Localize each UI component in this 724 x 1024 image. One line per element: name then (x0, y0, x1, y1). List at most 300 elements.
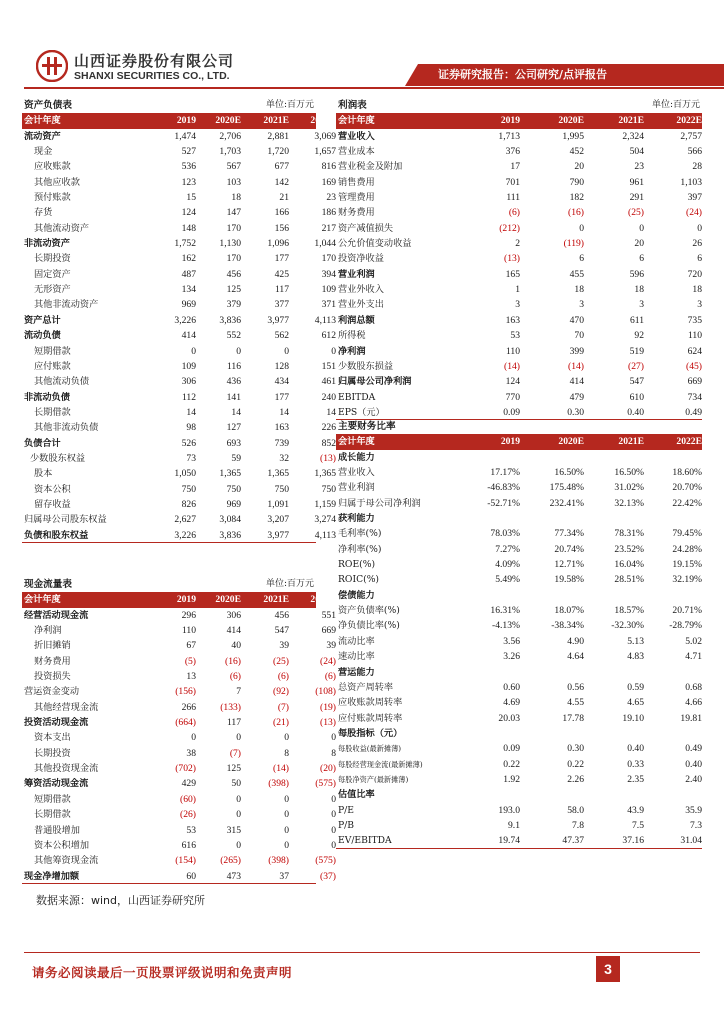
row-value: 0.40 (685, 758, 702, 770)
row-label: 财务费用 (338, 207, 375, 219)
row-label: 短期借款 (34, 793, 71, 805)
row-value: 19.58% (554, 574, 584, 586)
row-value: 669 (687, 376, 702, 388)
row-value: 610 (629, 391, 644, 403)
row-label: 其他应收款 (34, 176, 80, 188)
row-value: (25) (628, 207, 644, 219)
row-value: 376 (505, 146, 520, 158)
row-value: (398) (268, 778, 289, 790)
row-value: 32 (279, 452, 289, 464)
row-value: 0 (639, 222, 644, 234)
row-value: 1 (515, 284, 520, 296)
row-value: 2,706 (219, 130, 241, 142)
row-value: 3,836 (219, 529, 241, 541)
row-value: 232.41% (549, 497, 584, 509)
row-label: 其他流动资产 (34, 222, 90, 234)
row-value: 0.49 (685, 743, 702, 755)
table-row (336, 405, 702, 420)
table-row (22, 807, 336, 822)
row-value: 151 (321, 360, 336, 372)
row-value: 455 (569, 268, 584, 280)
row-label: 管理费用 (338, 192, 375, 204)
row-value: 14 (231, 406, 241, 418)
table-unit: 单位:百万元 (651, 100, 700, 110)
row-value: 4.09% (495, 559, 520, 571)
header-cell-year: 2020E (215, 594, 241, 606)
row-label: 留存收益 (34, 498, 71, 510)
table-row (336, 129, 702, 144)
row-label: 少数股东权益 (30, 452, 86, 464)
row-value: (7) (229, 747, 241, 759)
row-label: 每股收益(最新摊薄) (338, 744, 402, 754)
row-value: 166 (274, 207, 289, 219)
row-value: 547 (629, 376, 644, 388)
row-label: 营业外支出 (338, 299, 384, 311)
row-label: 营业利润 (338, 482, 375, 494)
row-value: 40 (231, 640, 241, 652)
table-unit: 单位:百万元 (265, 579, 314, 589)
row-value: 1,096 (267, 238, 289, 250)
row-value: 109 (321, 284, 336, 296)
row-value: 23 (326, 192, 336, 204)
row-value: 2,757 (680, 130, 702, 142)
row-label: 归属于母公司净利润 (338, 497, 421, 509)
table-row (22, 129, 336, 144)
row-label: 毛利率(%) (338, 528, 382, 540)
row-label: 获利能力 (338, 513, 375, 525)
header-cell-year: 2022E (676, 115, 702, 127)
row-label: 所得税 (338, 330, 366, 342)
table-row (22, 282, 336, 297)
table-row (22, 451, 336, 466)
row-label: 资本公积 (34, 483, 71, 495)
table-row (22, 297, 336, 312)
row-value: 78.03% (490, 528, 520, 540)
table-row (22, 497, 336, 512)
data-source-note: 数据来源：wind，山西证券研究所 (36, 894, 206, 907)
row-value: 13 (186, 671, 196, 683)
header-cell-year: 2019 (176, 115, 196, 127)
row-value: 39 (326, 640, 336, 652)
row-value: 6 (639, 253, 644, 265)
row-value: 3,207 (267, 514, 289, 526)
row-value: 379 (226, 299, 241, 311)
header-cell-year: 2019 (176, 594, 196, 606)
table-row (336, 159, 702, 174)
row-value: 770 (505, 391, 520, 403)
header-cell-year: 2021E (263, 115, 289, 127)
row-value: 70 (574, 330, 584, 342)
row-value: 50 (231, 778, 241, 790)
row-value: 750 (274, 483, 289, 495)
row-value: (6) (324, 671, 336, 683)
table-header-row (336, 113, 702, 128)
table-row (22, 328, 336, 343)
row-value: 1,044 (314, 238, 336, 250)
row-value: 170 (321, 253, 336, 265)
row-label: 无形资产 (34, 284, 71, 296)
table-header-row (22, 113, 336, 128)
row-value: 26 (692, 238, 702, 250)
row-label: 归属母公司净利润 (338, 376, 412, 388)
row-value: 0.56 (567, 681, 584, 693)
row-label: 营业外收入 (338, 284, 384, 296)
row-value: 720 (687, 268, 702, 280)
row-value: (26) (180, 809, 196, 821)
header-cell-label: 会计年度 (338, 115, 375, 127)
table-row (336, 680, 702, 695)
row-value: 434 (274, 376, 289, 388)
row-value: 18 (574, 284, 584, 296)
row-value: 18 (634, 284, 644, 296)
row-label: ROE(%) (338, 559, 376, 571)
row-value: (20) (320, 763, 336, 775)
row-value: 177 (274, 253, 289, 265)
row-value: 163 (505, 314, 520, 326)
row-label: 长期借款 (34, 406, 71, 418)
table-row (22, 436, 336, 451)
row-label: 营业成本 (338, 146, 375, 158)
header-cell-year: 2019 (500, 436, 520, 448)
table-row (336, 267, 702, 282)
row-value: 117 (226, 717, 241, 729)
table-row (22, 390, 336, 405)
row-value: 397 (687, 192, 702, 204)
row-value: 0.30 (567, 743, 584, 755)
row-value: 0.59 (627, 681, 644, 693)
row-value: 0 (331, 732, 336, 744)
header-cell-year: 2019 (500, 115, 520, 127)
row-value: (119) (563, 238, 584, 250)
row-value: 8 (331, 747, 336, 759)
row-value: 226 (321, 422, 336, 434)
row-value: (16) (568, 207, 584, 219)
row-value: 0 (236, 793, 241, 805)
row-label: 其他投资现金流 (34, 763, 99, 775)
header-cell-label: 会计年度 (338, 436, 375, 448)
table-row (22, 608, 336, 623)
row-value: 20.70% (672, 482, 702, 494)
row-value: 58.0 (567, 804, 584, 816)
row-value: 414 (226, 625, 241, 637)
table-row (336, 634, 702, 649)
row-value: 461 (321, 376, 336, 388)
row-value: 109 (181, 360, 196, 372)
row-value: 399 (569, 345, 584, 357)
cashflow-table (22, 577, 336, 884)
row-value: 170 (226, 222, 241, 234)
row-value: 16.04% (614, 559, 644, 571)
row-value: 519 (629, 345, 644, 357)
row-value: 0 (284, 793, 289, 805)
row-value: 3 (515, 299, 520, 311)
row-value: 527 (181, 146, 196, 158)
table-row (336, 618, 702, 633)
row-value: 240 (321, 391, 336, 403)
row-value: (154) (175, 855, 196, 867)
row-label: 长期投资 (34, 253, 71, 265)
row-value: 20 (634, 238, 644, 250)
row-value: 961 (629, 176, 644, 188)
row-label: 现金净增加额 (24, 870, 80, 882)
row-label: 营业收入 (338, 130, 375, 142)
row-value: 38 (186, 747, 196, 759)
row-value: (265) (220, 855, 241, 867)
row-label: 其他筹资现金流 (34, 855, 99, 867)
row-label: 净利润 (338, 345, 366, 357)
table-row (336, 282, 702, 297)
row-value: 4,113 (314, 314, 336, 326)
row-label: 负债和股东权益 (24, 529, 89, 541)
row-value: 14 (279, 406, 289, 418)
row-value: 14 (186, 406, 196, 418)
row-value: 7.27% (495, 543, 520, 555)
row-value: 0 (331, 824, 336, 836)
table-row (22, 267, 336, 282)
row-label: 其他非流动资产 (34, 299, 99, 311)
row-value: 4.65 (627, 697, 644, 709)
header-cell-year: 2021E (618, 436, 644, 448)
income-statement-table (336, 98, 702, 420)
row-value: (14) (568, 360, 584, 372)
row-label: 资产负债率(%) (338, 605, 400, 617)
row-value: 0.68 (685, 681, 702, 693)
row-value: 134 (181, 284, 196, 296)
row-value: 0 (236, 839, 241, 851)
header-cell-label: 会计年度 (24, 115, 61, 127)
row-value: 693 (226, 437, 241, 449)
row-value: 0.09 (503, 743, 520, 755)
row-value: 28.51% (614, 574, 644, 586)
table-row (22, 654, 336, 669)
row-value: 103 (226, 176, 241, 188)
row-label: 应收账款 (34, 161, 71, 173)
row-label: 普通股增加 (34, 824, 80, 836)
row-value: -4.13% (492, 620, 520, 632)
row-value: 156 (274, 222, 289, 234)
row-label: 投资活动现金流 (24, 717, 89, 729)
row-label: 非流动负债 (24, 391, 70, 403)
row-value: (27) (628, 360, 644, 372)
header-cell-year: 2020E (558, 436, 584, 448)
row-value: 551 (321, 609, 336, 621)
row-value: 3.26 (503, 651, 520, 663)
row-value: -38.34% (551, 620, 584, 632)
row-value: 552 (226, 330, 241, 342)
row-value: 616 (181, 839, 196, 851)
table-row (22, 405, 336, 420)
row-value: 170 (226, 253, 241, 265)
row-value: 18 (692, 284, 702, 296)
table-row (22, 761, 336, 776)
row-label: 长期投资 (34, 747, 71, 759)
row-value: 0 (236, 809, 241, 821)
row-value: 826 (181, 498, 196, 510)
header-cell-year: 2022E (310, 115, 336, 127)
row-value: 1,365 (219, 468, 241, 480)
table-row (336, 787, 702, 802)
row-value: 4.90 (567, 635, 584, 647)
header-cell-year: 2020E (558, 115, 584, 127)
row-value: 0.30 (567, 406, 584, 418)
row-value: 3,084 (219, 514, 241, 526)
footer-divider (24, 952, 700, 953)
row-value: 414 (569, 376, 584, 388)
row-label: 经营活动现金流 (24, 609, 89, 621)
table-row (22, 528, 336, 543)
table-row (336, 374, 702, 389)
table-row (22, 669, 336, 684)
row-value: (14) (504, 360, 520, 372)
row-value: 148 (181, 222, 196, 234)
row-label: 每股经营现金流(最新摊薄) (338, 759, 423, 769)
row-value: (108) (315, 686, 336, 698)
row-label: 资本支出 (34, 732, 71, 744)
row-label: 流动负债 (24, 330, 61, 342)
row-value: 0.33 (627, 758, 644, 770)
table-row (22, 638, 336, 653)
row-value: 1,474 (174, 130, 196, 142)
header-cell-label: 会计年度 (24, 594, 61, 606)
row-label: 应收账款周转率 (338, 697, 403, 709)
row-value: 1,752 (174, 238, 196, 250)
row-value: 816 (321, 161, 336, 173)
table-row (336, 572, 702, 587)
row-value: 32.19% (672, 574, 702, 586)
row-value: -32.30% (611, 620, 644, 632)
row-value: 3 (579, 299, 584, 311)
row-value: (664) (175, 717, 196, 729)
row-value: 7.3 (690, 819, 702, 831)
row-label: 每股净资产(最新摊薄) (338, 774, 409, 784)
row-label: 营业利润 (338, 268, 375, 280)
row-value: 165 (505, 268, 520, 280)
row-value: 175.48% (549, 482, 584, 494)
row-label: 总资产周转率 (338, 681, 394, 693)
row-value: (92) (273, 686, 289, 698)
row-label: 营业收入 (338, 467, 375, 479)
row-value: 596 (629, 268, 644, 280)
row-value: 473 (226, 870, 241, 882)
table-row (336, 542, 702, 557)
report-band-notch (405, 64, 418, 86)
row-value: 3,226 (174, 314, 196, 326)
table-row (336, 526, 702, 541)
row-value: 182 (569, 192, 584, 204)
row-value: 125 (226, 284, 241, 296)
row-value: 306 (226, 609, 241, 621)
row-value: 526 (181, 437, 196, 449)
row-value: 7 (236, 686, 241, 698)
row-value: 429 (181, 778, 196, 790)
row-value: 98 (186, 422, 196, 434)
row-value: 701 (505, 176, 520, 188)
row-value: 19.15% (672, 559, 702, 571)
table-row (22, 823, 336, 838)
row-value: (7) (277, 701, 289, 713)
row-label: 估值比率 (338, 789, 375, 801)
row-value: 16.50% (554, 467, 584, 479)
row-value: 1,103 (680, 176, 702, 188)
row-label: 营业税金及附加 (338, 161, 403, 173)
row-label: 净利率(%) (338, 543, 382, 555)
row-value: 3,977 (267, 529, 289, 541)
table-row (336, 297, 702, 312)
financial-ratios-table (336, 419, 702, 849)
report-type-band: 证券研究报告：公司研究/点评报告 (418, 64, 724, 86)
header-cell-year: 2021E (263, 594, 289, 606)
table-title-row (22, 577, 316, 592)
row-value: 750 (321, 483, 336, 495)
row-value: 3,274 (314, 514, 336, 526)
table-title: 主要财务比率 (338, 421, 396, 432)
row-value: 117 (274, 284, 289, 296)
row-value: 217 (321, 222, 336, 234)
row-value: -52.71% (487, 497, 520, 509)
row-value: 414 (181, 330, 196, 342)
table-row (336, 480, 702, 495)
row-label: 其他非流动负债 (34, 422, 99, 434)
row-value: 4.69 (503, 697, 520, 709)
row-value: 969 (181, 299, 196, 311)
row-value: 739 (274, 437, 289, 449)
row-value: (13) (504, 253, 520, 265)
row-value: 24.28% (672, 543, 702, 555)
row-value: 750 (181, 483, 196, 495)
row-value: 37 (279, 870, 289, 882)
row-value: 2,324 (622, 130, 644, 142)
row-value: 0 (284, 839, 289, 851)
row-value: (21) (273, 717, 289, 729)
row-value: 504 (629, 146, 644, 158)
row-label: 筹资活动现金流 (24, 778, 89, 790)
row-value: 19.10 (622, 712, 644, 724)
row-value: (702) (175, 763, 196, 775)
row-value: 16.50% (614, 467, 644, 479)
row-value: 17.78 (562, 712, 584, 724)
disclaimer-note: 请务必阅读最后一页股票评级说明和免责声明 (32, 965, 293, 980)
row-value: 125 (226, 763, 241, 775)
row-value: 111 (506, 192, 520, 204)
row-value: 112 (181, 391, 196, 403)
row-value: (16) (225, 655, 241, 667)
row-label: 长期借款 (34, 809, 71, 821)
row-value: 20.03 (498, 712, 520, 724)
table-row (336, 741, 702, 756)
row-value: 2,881 (267, 130, 289, 142)
row-value: 0.22 (503, 758, 520, 770)
row-value: 4.55 (567, 697, 584, 709)
row-value: 291 (629, 192, 644, 204)
row-value: 169 (321, 176, 336, 188)
table-row (336, 757, 702, 772)
table-row (336, 557, 702, 572)
row-label: 其他流动负债 (34, 376, 90, 388)
row-value: 127 (226, 422, 241, 434)
table-row (336, 833, 702, 848)
row-label: 负债合计 (24, 437, 61, 449)
row-value: 79.45% (672, 528, 702, 540)
row-label: EBITDA (338, 391, 376, 403)
row-value: (13) (320, 452, 336, 464)
row-value: 124 (505, 376, 520, 388)
table-row (336, 772, 702, 787)
row-value: 60 (186, 870, 196, 882)
row-value: 0 (331, 809, 336, 821)
table-row (22, 730, 336, 745)
company-name-en: SHANXI SECURITIES CO., LTD. (74, 70, 230, 82)
table-row (22, 684, 336, 699)
